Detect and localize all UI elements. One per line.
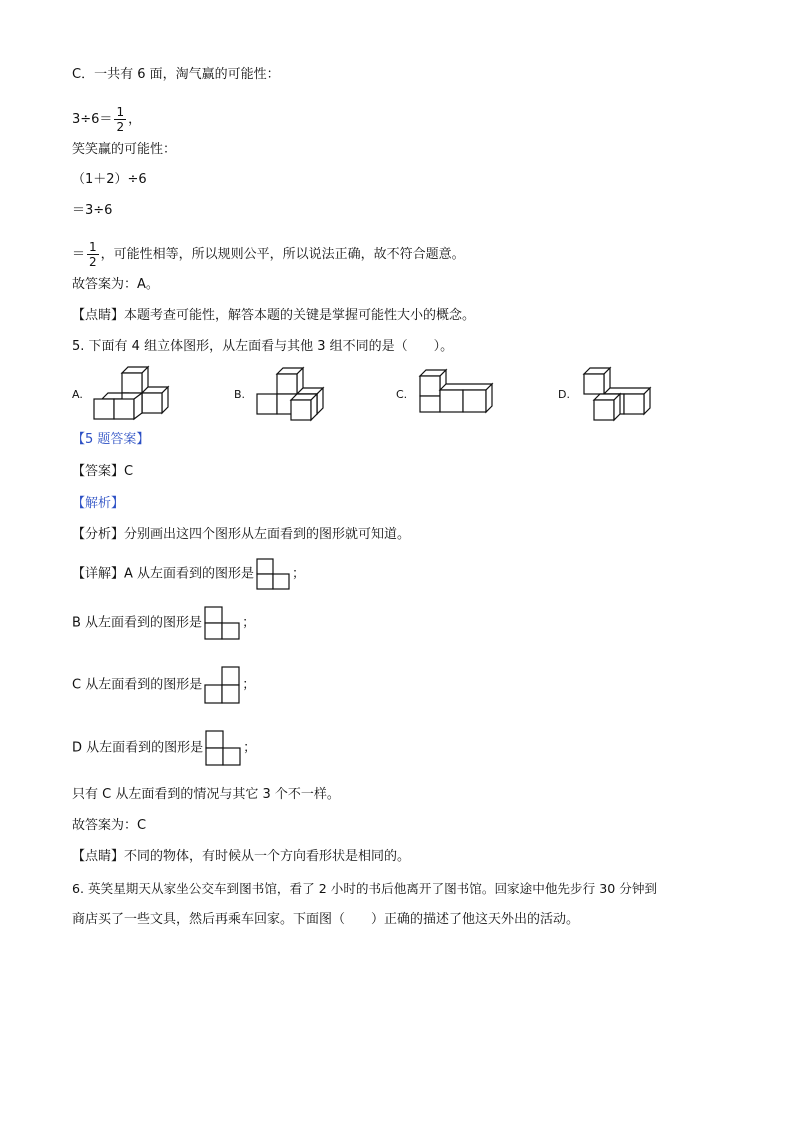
prev-line-6-pre: ＝ (72, 247, 86, 262)
left-view-d (205, 730, 241, 766)
prev-answer: 故答案为：A。 (72, 277, 159, 292)
left-view-b (204, 606, 240, 640)
option-b-label: B. (234, 388, 246, 401)
q5-detail-c (72, 666, 255, 704)
left-view-c (204, 666, 240, 704)
left-view-a (256, 558, 290, 590)
q6-line-2: 商店买了一些文具，然后再乘车回家。下面图（ ）正确的描述了他这天外出的活动。 (72, 912, 580, 927)
option-a-label: A. (72, 388, 83, 401)
detail-a-text: 【详解】A 从左面看到的图形是 (72, 566, 255, 582)
prev-line-1: C．一共有 6 面，淘气赢的可能性： (72, 67, 280, 82)
semicolon: ； (292, 566, 306, 582)
q5-comment: 【点睛】不同的物体，有时候从一个方向看形状是相同的。 (72, 849, 411, 864)
detail-b-text: B 从左面看到的图形是 (72, 615, 203, 631)
semicolon: ； (243, 740, 257, 756)
fraction-numerator: 1 (116, 105, 125, 119)
q5-final-answer: 故答案为：C (72, 818, 147, 833)
prev-line-2-pre: 3÷6＝ (72, 112, 113, 127)
fraction-one-half-2 (87, 240, 99, 269)
fraction-denominator: 2 (116, 120, 125, 134)
q5-only-c: 只有 C 从左面看到的情况与其它 3 个不一样。 (72, 787, 340, 802)
fraction-numerator: 1 (89, 240, 97, 254)
option-d-label: D. (558, 388, 570, 401)
q5-question: 5. 下面有 4 组立体图形，从左面看与其他 3 组不同的是（ ）。 (72, 339, 454, 354)
fraction-one-half (114, 105, 126, 134)
detail-c-text: C 从左面看到的图形是 (72, 677, 203, 693)
prev-comment: 【点睛】本题考查可能性，解答本题的关键是掌握可能性大小的概念。 (72, 308, 476, 323)
prev-line-4: （1＋2）÷6 (72, 172, 147, 187)
q5-detail-a (72, 558, 305, 588)
prev-line-3: 笑笑赢的可能性： (72, 142, 177, 157)
prev-line-2-post: ， (128, 112, 142, 127)
semicolon: ； (242, 615, 256, 631)
option-c-cube-figure (418, 368, 494, 416)
q5-analysis-title: 【解析】 (72, 496, 125, 511)
option-a-cube-figure (90, 365, 172, 423)
fraction-denominator: 2 (89, 255, 97, 269)
semicolon: ； (242, 677, 256, 693)
option-c-label: C. (396, 388, 408, 401)
q5-detail-d (72, 730, 256, 766)
option-b-cube-figure (253, 366, 329, 424)
q5-answer: 【答案】C (72, 464, 134, 479)
q5-detail-b (72, 606, 255, 640)
prev-line-2 (72, 105, 141, 134)
q6-line-1: 6. 英笑星期天从家坐公交车到图书馆，看了 2 小时的书后他离开了图书馆。回家途中他先步行 30 分钟到 (72, 881, 658, 896)
prev-line-5: ＝3÷6 (72, 203, 113, 218)
prev-line-6 (72, 240, 465, 269)
q5-section-title: 【5 题答案】 (72, 432, 150, 447)
q5-fenxi: 【分析】分别画出这四个图形从左面看到的图形就可知道。 (72, 527, 411, 542)
prev-line-6-post: ，可能性相等，所以规则公平，所以说法正确，故不符合题意。 (100, 247, 465, 262)
detail-d-text: D 从左面看到的图形是 (72, 740, 204, 756)
option-d-cube-figure (580, 366, 654, 424)
